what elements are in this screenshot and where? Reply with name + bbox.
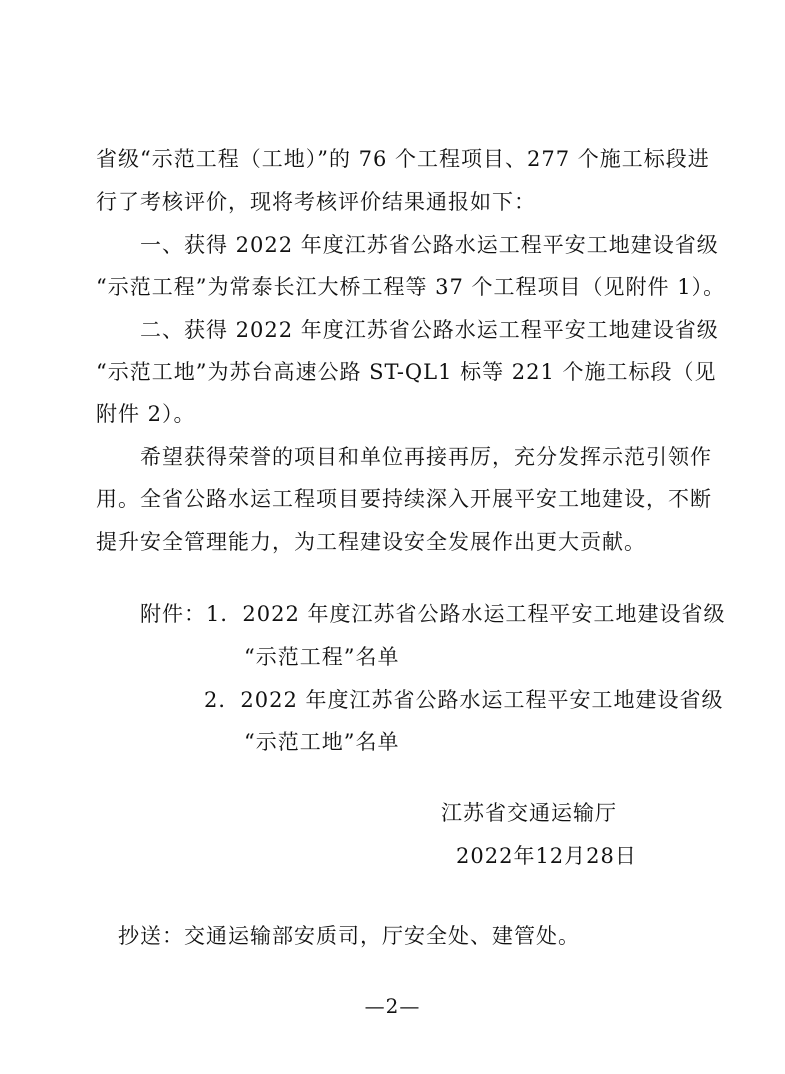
item2-line-1: 二、获得 2022 年度江苏省公路水运工程平安工地建设省级 [140,318,719,342]
closing-line-3: 提升安全管理能力，为工程建设安全发展作出更大贡献。 [96,530,646,554]
attachment-1-line-2: “示范工程”名单 [244,645,400,669]
closing-line-2: 用。全省公路水运工程项目要持续深入开展平安工地建设，不断 [96,487,712,511]
attachment-1-line-1: 附件：1．2022 年度江苏省公路水运工程平安工地建设省级 [140,602,726,626]
issue-date: 2022年12月28日 [456,844,637,868]
item1-line-1: 一、获得 2022 年度江苏省公路水运工程平安工地建设省级 [140,233,719,257]
item2-line-3: 附件 2）。 [96,402,196,426]
item2-line-2: “示范工地”为苏台高速公路 ST-QL1 标等 221 个施工标段（见 [96,360,717,384]
attachment-2-line-2: “示范工地”名单 [244,730,400,754]
attachment-2-line-1: 2．2022 年度江苏省公路水运工程平安工地建设省级 [204,688,724,712]
intro-line-2: 行了考核评价，现将考核评价结果通报如下： [96,190,536,214]
cc-line: 抄送：交通运输部安质司，厅安全处、建管处。 [118,924,580,948]
issuer-name: 江苏省交通运输厅 [441,801,617,825]
intro-line-1: 省级“示范工程（工地）”的 76 个工程项目、277 个施工标段进 [96,147,710,171]
closing-line-1: 希望获得荣誉的项目和单位再接再厉，充分发挥示范引领作 [140,445,712,469]
page-number: —2— [364,994,421,1018]
item1-line-2: “示范工程”为常泰长江大桥工程等 37 个工程项目（见附件 1）。 [96,275,726,299]
